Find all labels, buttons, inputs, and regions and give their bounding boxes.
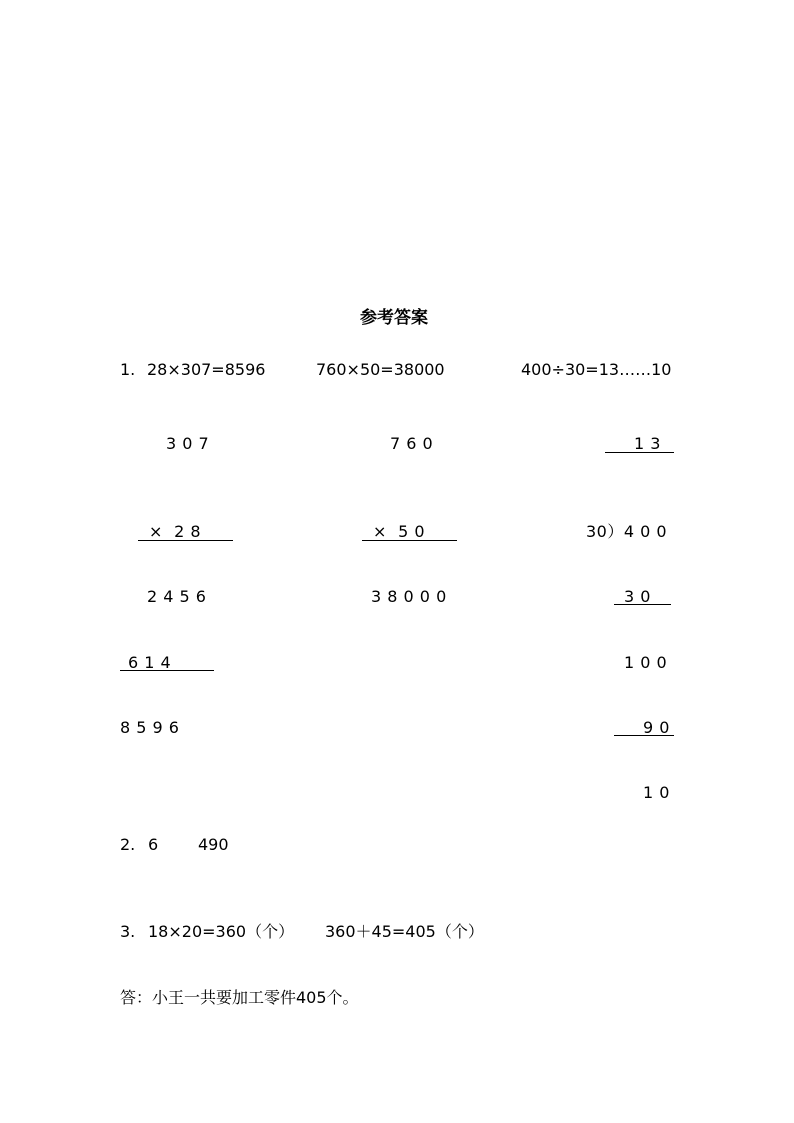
calc1-partial-2: 6 1 4 xyxy=(128,653,172,672)
q2-number: 2. xyxy=(120,835,136,854)
calc1-underline-2 xyxy=(120,670,214,671)
calc2-multiplier: × 5 0 xyxy=(373,522,426,541)
q3-number: 3. xyxy=(120,922,136,941)
q1-equation-multiply-1: 28×307=8596 xyxy=(147,360,266,379)
q3-equation-1: 18×20=360（个） xyxy=(148,922,295,941)
q1-equation-multiply-2: 760×50=38000 xyxy=(316,360,445,379)
calc2-underline xyxy=(362,540,457,541)
calc3-quotient-line xyxy=(605,452,674,453)
calc1-partial-1: 2 4 5 6 xyxy=(147,587,207,606)
calc3-subtract-2: 9 0 xyxy=(643,718,670,737)
calc3-remainder-1: 1 0 0 xyxy=(624,653,668,672)
calc1-top: 3 0 7 xyxy=(166,434,210,453)
calc3-quotient: 1 3 xyxy=(634,434,661,453)
q1-number: 1. xyxy=(120,360,136,379)
calc3-remainder: 1 0 xyxy=(643,783,670,802)
calc1-result: 8 5 9 6 xyxy=(120,718,180,737)
calc3-subtract-1: 3 0 xyxy=(624,587,651,606)
calc3-underline-2 xyxy=(614,735,674,736)
q2-answer-1: 6 xyxy=(148,835,159,854)
calc2-result: 3 8 0 0 0 xyxy=(371,587,447,606)
q1-equation-divide: 400÷30=13……10 xyxy=(521,360,672,379)
q2-answer-2: 490 xyxy=(198,835,229,854)
calc3-divisor-dividend: 30）4 0 0 xyxy=(586,522,668,541)
q3-answer-sentence: 答：小王一共要加工零件405个。 xyxy=(120,988,359,1007)
q3-equation-2: 360＋45=405（个） xyxy=(325,922,484,941)
calc1-underline-1 xyxy=(138,540,233,541)
calc3-underline-1 xyxy=(614,604,671,605)
calc1-multiplier: × 2 8 xyxy=(149,522,202,541)
page-title: 参考答案 xyxy=(360,308,428,328)
calc2-top: 7 6 0 xyxy=(390,434,434,453)
